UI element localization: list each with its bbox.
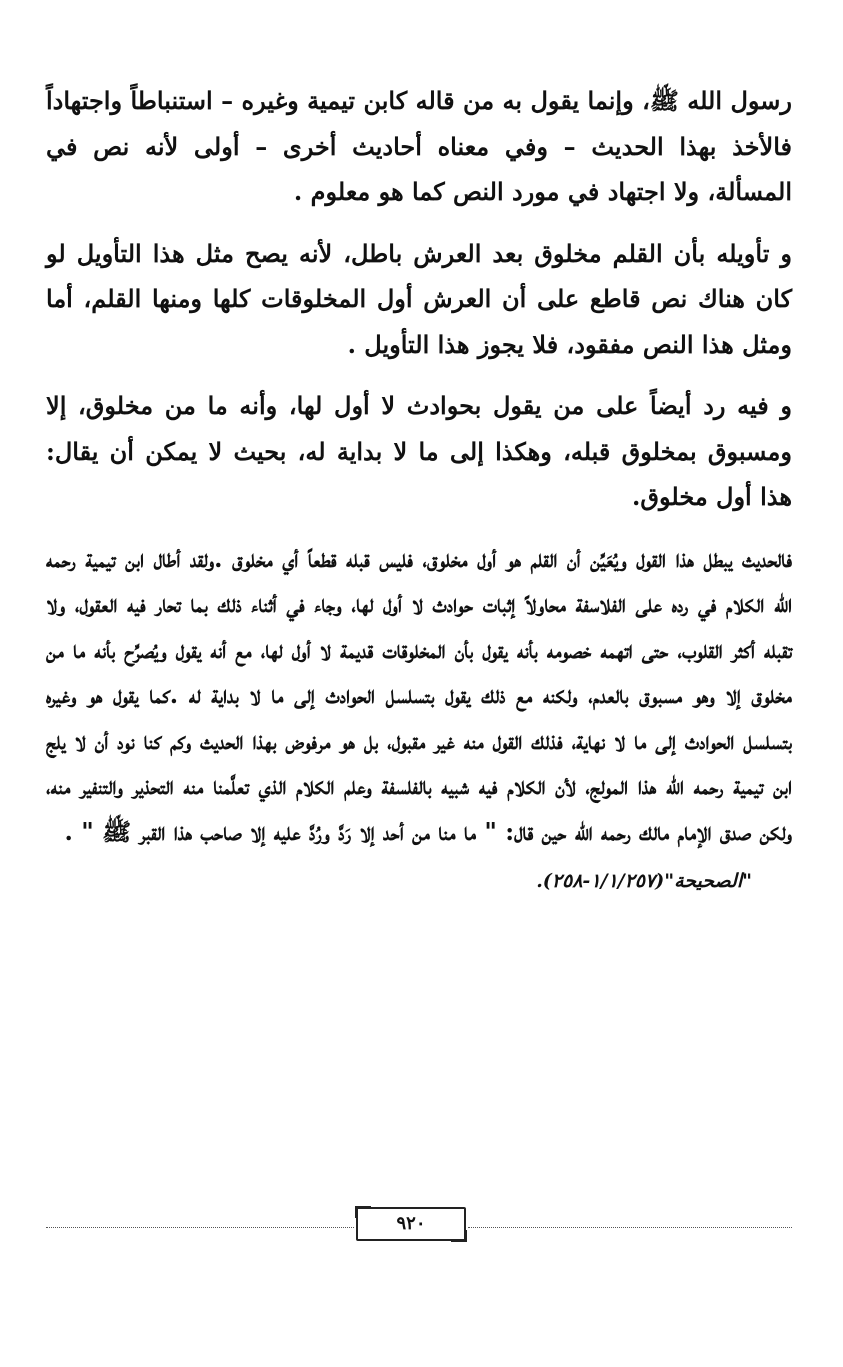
page-number-box <box>356 1207 466 1241</box>
document-body <box>46 78 792 896</box>
paragraph-3: و فيه رد أيضاً على من يقول بحوادث لا أول لها، وأنه ما من مخلوق، إلا ومسبوق بمخلوق قبله، وهكذا إلى ما لا بداية له، بحيث لا يمكن أن يقال: هذا أول مخلوق. <box>46 391 793 511</box>
source-citation: "الصحيحة"(١/١/٢٥٧-٢٥٨). <box>536 870 752 892</box>
paragraph-2: و تأويله بأن القلم مخلوق بعد العرش باطل، لأنه يصح مثل هذا التأويل لو كان هناك نص قاطع على أن العرش أول المخلوقات كلها ومنها القلم، أما ومثل هذا النص مفقود، فلا يجوز هذا التأويل . <box>46 238 792 359</box>
footer-rule-right <box>468 1227 792 1228</box>
paragraph-4: فالحديث يبطل هذا القول ويُعَيِّن أن القلم هو أول مخلوق، فليس قبله قطعاً أي مخلوق .ولقد أطال ابن تيمية رحمه الله الكلام في رده على الفلاسفة محاولاً إثبات حوادث لا أول لها، وجاء في أثناء ذلك بما تحار فيه العقول، ولا تقبله أكثر القلوب، حتى اتهمه خصومه بأنه يقول بأن المخلوقات قديمة لا أول لها، مع أنه يقول ويُصرِّح بأنه ما من مخلوق إلا وهو مسبوق بالعدم، ولكنه مع ذلك يقول بتسلسل الحوادث إلى ما لا بداية له .كما يقول هو وغيره بتسلسل الحوادث إلى ما لا نهاية، فذلك القول منه غير مقبول، بل هو مرفوض بهذا الحديث وكم كنا نود أن لا يلج ابن تيمية رحمه الله هذا المولج، لأن الكلام فيه شبيه بالفلسفة وعلم الكلام الذي تعلَّمنا منه التحذير والتنفير منه، ولكن صدق الإمام مالك رحمه الله حين قال: " ما منا من أحد إلا رَدَّ ورُدَّ عليه إلا صاحب هذا القبر ﷺ " . <box>46 543 792 846</box>
page-number: ٩٢٠ <box>396 1213 426 1234</box>
paragraph-1: رسول الله ﷺ، وإنما يقول به من قاله كابن تيمية وغيره – استنباطاً واجتهاداً فالأخذ بهذا الحديث – وفي معناه أحاديث أخرى – أولى لأنه نص في المسألة، ولا اجتهاد في مورد النص كما هو معلوم . <box>46 86 792 206</box>
page-footer <box>46 1205 792 1245</box>
footer-rule-left <box>46 1227 354 1228</box>
